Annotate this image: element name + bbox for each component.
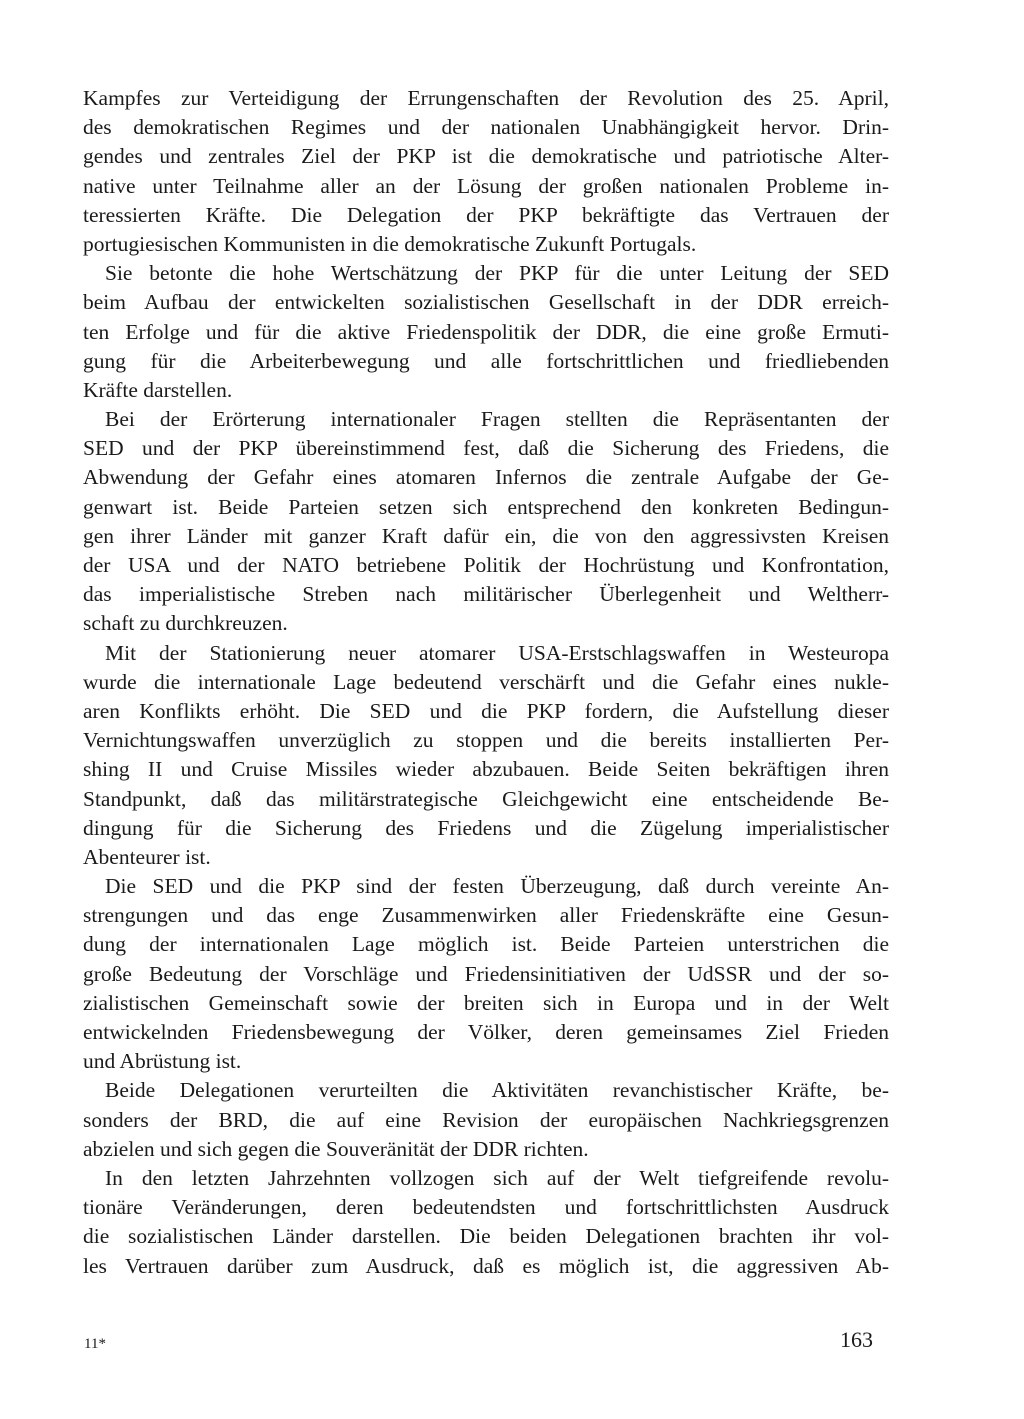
text-line: der USA und der NATO betriebene Politik der Hochrüstung und Konfrontation, [83, 553, 889, 577]
page-body [83, 84, 889, 1281]
text-line: Abenteurer ist. [83, 844, 211, 869]
text-line: Kampfes zur Verteidigung der Errungenschaften der Revolution des 25. April, [83, 86, 889, 110]
text-line: Vernichtungswaffen unverzüglich zu stoppen und die bereits installierten Per- [83, 728, 889, 753]
text-line: schaft zu durchkreuzen. [83, 611, 288, 636]
text-line: sonders der BRD, die auf eine Revision der europäischen Nachkriegsgrenzen [83, 1107, 889, 1132]
text-line: wurde die internationale Lage bedeutend verschärft und die Gefahr eines nukle- [83, 669, 889, 694]
text-line: shing II und Cruise Missiles wieder abzubauen. Beide Seiten bekräftigen ihren [83, 757, 889, 782]
sheet-signature: 11* [84, 1336, 106, 1352]
text-line: Bei der Erörterung internationaler Fragen stellten die Repräsentanten der [105, 407, 889, 432]
text-line: zialistischen Gemeinschaft sowie der breiten sich in Europa und in der Welt [83, 990, 889, 1015]
text-line: dingung für die Sicherung des Friedens und die Zügelung imperialistischer [83, 815, 889, 840]
text-line: gen ihrer Länder mit ganzer Kraft dafür ein, die von den aggressivsten Kreisen [83, 523, 889, 548]
text-line: gendes und zentrales Ziel der PKP ist die demokratische und patriotische Alter- [83, 144, 889, 169]
paragraph [83, 84, 889, 259]
text-line: große Bedeutung der Vorschläge und Friedensinitiativen der UdSSR und der so- [83, 961, 889, 986]
text-line: Mit der Stationierung neuer atomarer USA-Erstschlagswaffen in Westeuropa [105, 640, 889, 665]
text-line: native unter Teilnahme aller an der Lösung der großen nationalen Probleme in- [83, 173, 889, 198]
text-line: genwart ist. Beide Parteien setzen sich entsprechend den konkreten Bedingun- [83, 494, 889, 519]
text-line: Beide Delegationen verurteilten die Aktivitäten revanchistischer Kräfte, be- [105, 1078, 889, 1103]
text-line: abzielen und sich gegen die Souveränität der DDR richten. [83, 1136, 589, 1161]
text-line: das imperialistische Streben nach militärischer Überlegenheit und Weltherr- [83, 582, 889, 607]
text-line: In den letzten Jahrzehnten vollzogen sich auf der Welt tiefgreifende revolu- [105, 1165, 889, 1190]
text-line: ten Erfolge und für die aktive Friedenspolitik der DDR, die eine große Ermuti- [83, 319, 889, 344]
text-line: aren Konflikts erhöht. Die SED und die PKP fordern, die Aufstellung dieser [83, 698, 889, 723]
paragraph [83, 1164, 889, 1281]
text-line: Sie betonte die hohe Wertschätzung der PKP für die unter Leitung der SED [105, 261, 889, 286]
text-line: portugiesischen Kommunisten in die demokratische Zukunft Portugals. [83, 231, 697, 256]
text-line: und Abrüstung ist. [83, 1049, 242, 1074]
paragraph [83, 1076, 889, 1164]
text-line: Die SED und die PKP sind der festen Überzeugung, daß durch vereinte An- [105, 874, 889, 899]
text-line: entwickelnden Friedensbewegung der Völker, deren gemeinsames Ziel Frieden [83, 1020, 889, 1044]
text-line: des demokratischen Regimes und der nationalen Unabhängigkeit hervor. Drin- [83, 115, 889, 140]
paragraph [83, 872, 889, 1076]
text-line: Standpunkt, daß das militärstrategische Gleichgewicht eine entscheidende Be- [83, 786, 889, 811]
text-line: tionäre Veränderungen, deren bedeutendsten und fortschrittlichsten Ausdruck [83, 1195, 889, 1220]
text-line: strengungen und das enge Zusammenwirken aller Friedenskräfte eine Gesun- [83, 903, 889, 928]
paragraph [83, 639, 889, 873]
text-line: gung für die Arbeiterbewegung und alle fortschrittlichen und friedliebenden [83, 348, 889, 373]
paragraph [83, 405, 889, 639]
text-line: beim Aufbau der entwickelten sozialistischen Gesellschaft in der DDR erreich- [83, 290, 889, 315]
text-line: teressierten Kräfte. Die Delegation der PKP bekräftigte das Vertrauen der [83, 202, 889, 227]
text-line: dung der internationalen Lage möglich ist. Beide Parteien unterstrichen die [83, 932, 889, 957]
text-line: Abwendung der Gefahr eines atomaren Infernos die zentrale Aufgabe der Ge- [83, 465, 889, 490]
paragraph [83, 259, 889, 405]
text-line: les Vertrauen darüber zum Ausdruck, daß es möglich ist, die aggressiven Ab- [83, 1253, 889, 1278]
page-number: 163 [840, 1327, 873, 1352]
text-line: SED und der PKP übereinstimmend fest, daß die Sicherung des Friedens, die [83, 436, 889, 461]
text-line: die sozialistischen Länder darstellen. Die beiden Delegationen brachten ihr vol- [83, 1224, 889, 1249]
text-line: Kräfte darstellen. [83, 377, 233, 402]
